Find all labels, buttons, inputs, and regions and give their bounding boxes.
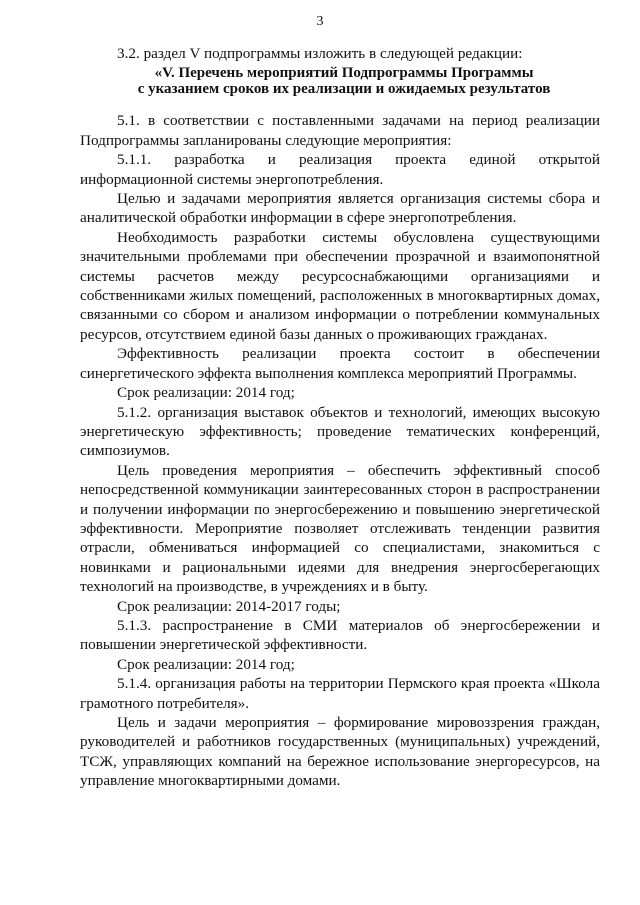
paragraph: 5.1.3. распространение в СМИ материалов об энергосбережении и повышении энергетической эффективности. bbox=[80, 616, 600, 654]
paragraph: 5.1. в соответствии с поставленными задачами на период реализации Подпрограммы запланированы следующие мероприятия: bbox=[80, 112, 600, 149]
paragraph: Срок реализации: 2014 год; bbox=[117, 655, 295, 673]
paragraph: Срок реализации: 2014-2017 годы; bbox=[117, 597, 341, 615]
intro-line: 3.2. раздел V подпрограммы изложить в следующей редакции: bbox=[117, 45, 523, 62]
section-heading-line-1: «V. Перечень мероприятий Подпрограммы Программы bbox=[154, 65, 534, 82]
paragraph: 5.1.2. организация выставок объектов и технологий, имеющих высокую энергетическую эффективность; проведение тематических конференций, симпозиумов. bbox=[80, 403, 600, 460]
paragraph: Эффективность реализации проекта состоит в обеспечении синергетического эффекта выполнения комплекса мероприятий Программы. bbox=[80, 345, 600, 382]
paragraph: 5.1.1. разработка и реализация проекта единой открытой информационной системы энергопотребления. bbox=[80, 151, 600, 188]
paragraph: Срок реализации: 2014 год; bbox=[117, 384, 295, 402]
paragraph: Цель проведения мероприятия – обеспечить эффективный способ непосредственной коммуникации заинтересованных сторон в распространении и получении информации по энергосбережению и повышению энергетической эффективности. Мероприятие позволяет отслеживать тенденции развития отрасли, обмениваться информацией со специалистами, знакомиться с новинками и рациональными идеями для внедрения энергосберегающих технологий на производстве, в учреждениях и в быту. bbox=[80, 461, 600, 596]
paragraph: 5.1.4. организация работы на территории Пермского края проекта «Школа грамотного потребителя». bbox=[80, 675, 600, 712]
page-number: 3 bbox=[316, 14, 324, 29]
paragraph: Целью и задачами мероприятия является организация системы сбора и аналитической обработки информации в сфере энергопотребления. bbox=[80, 190, 600, 227]
paragraph: Необходимость разработки системы обусловлена существующими значительными проблемами при обеспечении прозрачной и взаимопонятной системы расчетов между ресурсоснабжающими организациями и собственниками жилых помещений, расположенных в многоквартирных домах, связанными со сбором и анализом информации о потреблении коммунальных ресурсов, отсутствием единой базы данных о проживающих гражданах. bbox=[80, 228, 600, 343]
section-heading bbox=[80, 65, 600, 97]
document-body bbox=[80, 44, 600, 791]
paragraph: Цель и задачи мероприятия – формирование мировоззрения граждан, руководителей и работников государственных (муниципальных) учреждений, ТСЖ, управляющих компаний на бережное использование энергоресурсов, на управление многоквартирными домами. bbox=[80, 714, 600, 790]
section-heading-line-2: с указанием сроков их реализации и ожидаемых результатов bbox=[137, 81, 551, 98]
